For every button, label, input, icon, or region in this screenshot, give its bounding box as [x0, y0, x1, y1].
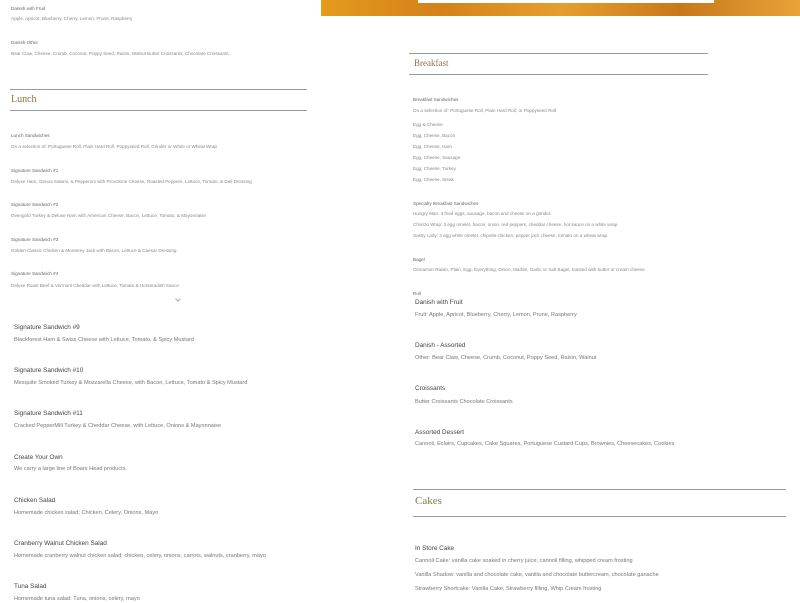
- option-item: Egg, Cheese, Bacon: [413, 133, 456, 138]
- item-title: Chicken Salad: [14, 497, 56, 504]
- item-title: Signature Sandwich #2: [11, 202, 59, 207]
- item-title: Signature Sandwich #1: [11, 168, 59, 173]
- item-title: Danish with Fruit: [11, 6, 46, 11]
- item-desc: Hungry Man: 3 fried eggs, sausage, bacon and cheese on a grinder.: [413, 211, 552, 216]
- item-title: Danish with Fruit: [415, 299, 463, 306]
- item-desc: Butter Croissants Chocolate Croissants: [415, 399, 513, 405]
- section-heading-breakfast: Breakfast: [414, 58, 449, 68]
- section-rule: [409, 53, 708, 54]
- option-item: Egg, Cheese, Sausage: [413, 155, 461, 160]
- item-desc: Deluxe Roast Beef & Vermont Cheddar with Lettuce, Tomato & Horseradish Sauce: [11, 283, 179, 288]
- item-desc: Cinnamon Raisin, Plain, Egg, Everything, Onion, Marble, Garlic or Salt Bagel, toasted with butter or cream cheese: [413, 267, 645, 272]
- item-desc: Cannoli, Eclairs, Cupcakes, Cake Squares, Portuguese Custard Cups, Brownies, Cheesecakes, Cookies: [415, 441, 675, 447]
- item-title: Danish Other: [11, 40, 39, 45]
- item-desc: Golden Classic Chicken & Monterey Jack with Bacon, Lettuce & Caesar Dressing: [11, 248, 177, 253]
- item-desc: Fruit: Apple, Apricot, Blueberry, Cherry, Lemon, Prune, Raspberry: [415, 312, 577, 318]
- item-title: Breakfast Sandwiches: [413, 97, 459, 102]
- item-desc: Cracked PepperMill Turkey & Cheddar Cheese, with Lettuce, Onions & Mayonnaise: [14, 423, 222, 429]
- section-rule: [413, 516, 786, 517]
- item-title: In Store Cake: [415, 545, 455, 552]
- item-desc: Chorizo Wrap: 3 egg omelet, bacon, onion, red peppers, cheddar cheese, hot sauce on a white wrap.: [413, 222, 619, 227]
- item-title: Roll: [413, 291, 421, 296]
- item-desc: Deluxe Ham, Genoa Salami, & Pepperoni with Provolone Cheese, Roasted Peppers, Lettuce, Tomato, & Deli Dressing: [11, 179, 252, 184]
- option-item: Egg, Cheese, Turkey: [413, 166, 456, 171]
- banner-panel: [418, 0, 714, 3]
- item-desc: Bear Claw, Cheese, Crumb, Coconut, Poppy Seed, Raisin, Walnut Butter Croissants, Chocolate Croissants: [11, 51, 229, 56]
- section-rule: [413, 489, 786, 490]
- item-desc: Apple, Apricot, Blueberry, Cherry, Lemon, Prune, Raspberry: [11, 16, 133, 21]
- section-rule: [10, 110, 307, 111]
- item-title: Signature Sandwich #10: [14, 367, 84, 374]
- item-desc: On a selection of: Portuguese Roll, Plain Hard Roll, or Poppyseed Roll: [413, 108, 556, 113]
- item-desc: Homemade cranberry walnut chicken salad: chicken, celery, onions, carrots, walnuts, cranberry, mayo: [14, 553, 266, 559]
- item-title: Bagel: [413, 257, 425, 262]
- item-desc: Sassy Lady: 3 egg white omelet, chipotle chicken, pepper jack cheese, tomato on a wheat wrap.: [413, 233, 609, 238]
- item-desc: Blackforest Ham & Swiss Cheese with Lettuce, Tomato, & Spicy Mustard: [14, 337, 194, 343]
- item-title: Lunch Sandwiches: [11, 133, 50, 138]
- item-title: Signature Sandwich #4: [11, 271, 59, 276]
- item-desc: We carry a large line of Boars Head products.: [14, 466, 128, 472]
- item-title: Assorted Dessert: [415, 429, 465, 436]
- section-rule: [409, 74, 708, 75]
- option-item: Egg, Cheese, Ham: [413, 144, 452, 149]
- option-item: Egg & Cheese: [413, 122, 443, 127]
- item-title: Danish - Assorted: [415, 342, 466, 349]
- item-title: Signature Sandwich #3: [11, 237, 59, 242]
- item-desc: Vanilla Shadow: vanilla and chocolate cake, vanilla and chocolate buttercream, chocolate ganache: [415, 572, 659, 578]
- item-desc: Strawberry Shortcake: Vanilla Cake, Strawberry filling, Whip Cream frosting: [415, 586, 602, 592]
- item-desc: Cannoli Cake: vanilla cake soaked in cherry juice, cannoli filling, whipped cream frosting: [415, 558, 633, 564]
- item-desc: Homemade chicken salad; Chicken, Celery, Onions, Mayo: [14, 510, 159, 516]
- option-item: Egg, Cheese, Steak: [413, 177, 454, 182]
- item-title: Create Your Own: [14, 454, 63, 461]
- item-title: Specialty Breakfast Sandwiches: [413, 201, 479, 206]
- item-desc: Homemade tuna salad: Tuna, onions, celery, mayo: [14, 596, 140, 602]
- item-title: Tuna Salad: [14, 583, 47, 590]
- section-rule: [10, 89, 307, 90]
- item-title: Signature Sandwich #11: [14, 410, 83, 417]
- item-title: Croissants: [415, 385, 446, 392]
- item-title: Cranberry Walnut Chicken Salad: [14, 540, 107, 547]
- chevron-down-icon: [175, 296, 181, 302]
- item-desc: On a selection of: Portuguese Roll, Plain Hard Roll, Poppyseed Roll, Grinder or White or Wheat Wrap: [11, 144, 217, 149]
- item-desc: Mesquite Smoked Turkey & Mozzarella Cheese, with Bacon, Lettuce, Tomato & Spicy Mustard: [14, 380, 248, 386]
- item-desc: Ovengold Turkey & Deluxe Ham with American Cheese, Bacon, Lettuce, Tomato, & Mayonnaise: [11, 213, 206, 218]
- item-desc: Other: Bear Claw, Cheese, Crumb, Coconut, Poppy Seed, Raisin, Walnut: [415, 355, 597, 361]
- section-heading-lunch: Lunch: [11, 94, 37, 105]
- section-heading-cakes: Cakes: [415, 495, 442, 507]
- item-title: Signature Sandwich #9: [14, 324, 80, 331]
